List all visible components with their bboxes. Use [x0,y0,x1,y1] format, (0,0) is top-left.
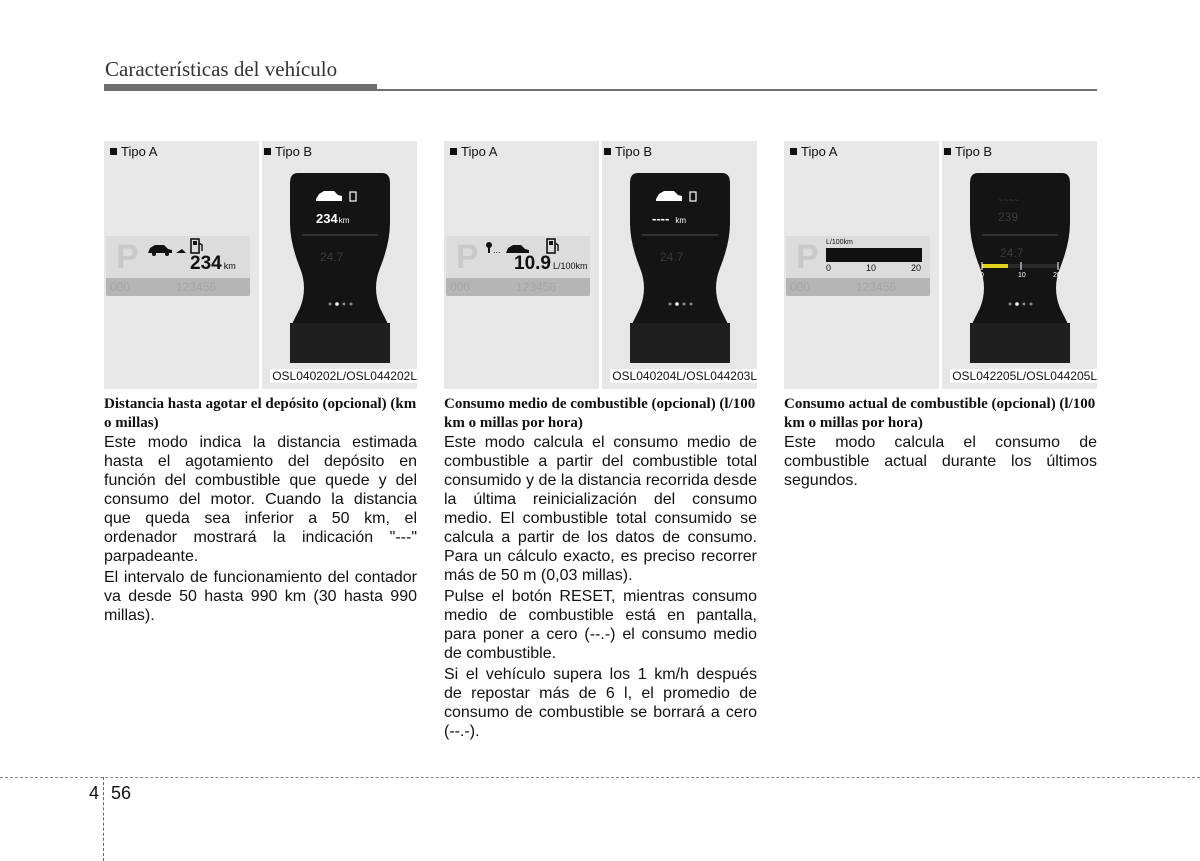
svg-text:24.7: 24.7 [320,250,344,264]
lcd-a-value: 10.9 [514,253,551,274]
cluster-b-unit: km [338,216,350,225]
lcd-a-odometer-left: 000 [790,280,811,294]
lcd-a-odometer-left: 000 [110,280,131,294]
header-rule [104,89,1097,91]
cluster-type-b [970,173,1070,363]
footer-divider [103,777,104,861]
cluster-type-b [290,173,390,363]
svg-text:24.7: 24.7 [1000,246,1024,260]
bar-unit-label: L/100km [826,239,853,246]
cluster-b-value: ---- [652,211,670,226]
figure-distance-to-empty [104,141,417,389]
paragraph: El intervalo de funcionamiento del contador va desde 50 hasta 990 km (30 hasta 990 millas). [104,569,417,624]
consumption-bar [826,248,922,262]
bar-tick: 10 [866,263,877,273]
figure-average-consumption [444,141,757,389]
type-a-label: Tipo A [450,144,497,159]
cluster-tick: 0 [980,272,984,279]
svg-text:...: ... [493,245,501,255]
cluster-b-unit: km [675,216,686,225]
section-average-consumption [444,395,757,743]
lcd-a-odometer-right: 123456 [856,280,897,294]
lcd-type-a: P L/100km 0 10 20 000 123456 [786,236,930,296]
section-title: Consumo actual de combustible (opcional) (l/100 km o millas por hora) [784,396,1096,431]
section-instant-consumption [784,395,1097,492]
figure-instant-consumption [784,141,1097,389]
svg-text:~~~~: ~~~~ [998,195,1020,205]
figure-code: OSL040204L/OSL044203L [612,369,757,383]
type-b-label: Tipo B [604,144,652,159]
section-title: Consumo medio de combustible (opcional) (l/100 km o millas por hora) [444,396,756,431]
type-a-label: Tipo A [790,144,837,159]
lcd-a-unit: km [223,261,236,271]
svg-text:24.7: 24.7 [660,250,684,264]
paragraph: Este modo calcula el consumo de combustible actual durante los últimos segundos. [784,434,1097,489]
paragraph: Pulse el botón RESET, mientras consumo medio de combustible está en pantalla, para poner a cero (--.-) el consumo medio de combustible. [444,588,757,662]
cluster-type-b [630,173,730,363]
page-header-title: Características del vehículo [105,57,338,81]
figure-code: OSL042205L/OSL044205L [952,369,1097,383]
bar-tick: 0 [826,263,832,273]
lcd-type-a: P 234 km 000 123456 [106,236,250,296]
lcd-a-odometer-right: 123456 [516,280,557,294]
cluster-tick: 20 [1053,272,1061,279]
paragraph: Este modo indica la distancia estimada hasta el agotamiento del depósito en función del combustible que quede y del consumo del motor. Cuando la distancia que queda sea inferior a 50 km, el ordenador mostrará la indicación "---" parpadeante. [104,434,417,565]
chapter-number: 4 [89,783,100,803]
figure-code: OSL040202L/OSL044202L [272,369,417,383]
section-title: Distancia hasta agotar el depósito (opcional) (km o millas) [104,396,417,431]
section-distance-to-empty [104,395,417,627]
type-a-label: Tipo A [110,144,157,159]
lcd-type-a: P ... 10.9 L/100km 000 123456 [446,236,590,296]
lcd-a-value: 234 [190,253,222,274]
bar-tick: 20 [911,263,922,273]
paragraph: Este modo calcula el consumo medio de combustible a partir del combustible total consumido y de la distancia recorrida desde la última reinicialización del consumo medio. El combustible total consumido se calcula a partir de los datos de consumo. Para un cálculo exacto, es preciso recorrer más de 50 m (0,03 millas). [444,434,757,584]
paragraph: Si el vehículo supera los 1 km/h después de repostar más de 6 l, el promedio de consumo de combustible se borrará a cero (--.-). [444,666,757,740]
footer-rule [0,777,1200,778]
svg-text:239: 239 [998,210,1019,224]
page-number: 56 [111,783,132,803]
cluster-tick: 10 [1018,272,1026,279]
type-b-label: Tipo B [264,144,312,159]
type-b-label: Tipo B [944,144,992,159]
lcd-a-unit: L/100km [552,261,588,271]
lcd-a-odometer-right: 123456 [176,280,217,294]
cluster-b-value: 234 [316,211,338,226]
lcd-a-odometer-left: 000 [450,280,471,294]
